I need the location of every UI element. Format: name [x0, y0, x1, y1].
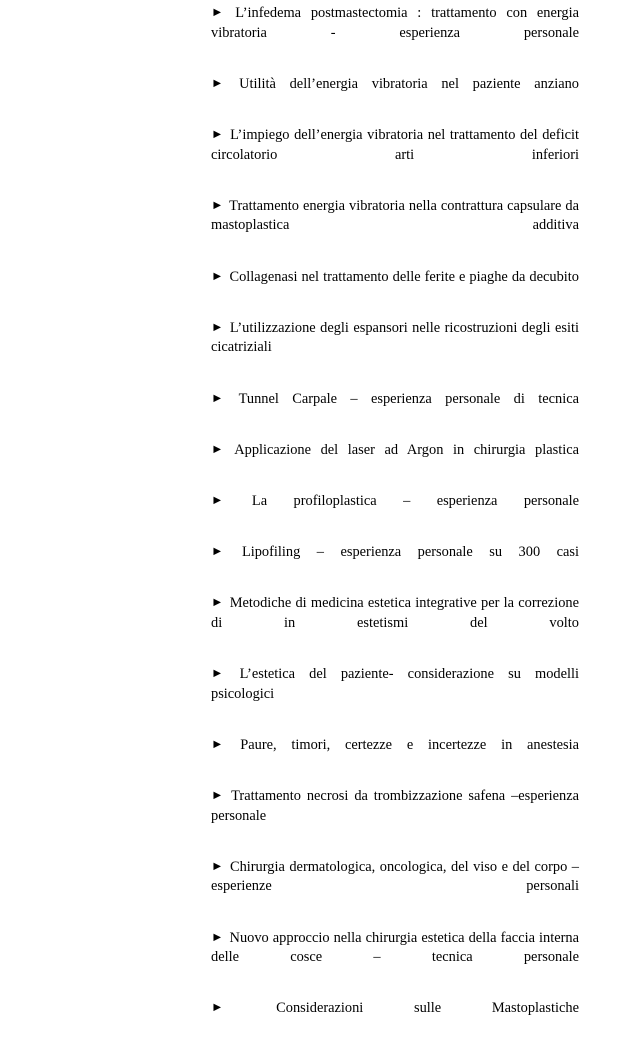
- list-item: [211, 736, 579, 775]
- list-item: [211, 665, 579, 724]
- right-pointing-triangle-bullet-icon: ►: [211, 5, 224, 19]
- right-pointing-triangle-bullet-icon: ►: [211, 197, 224, 212]
- right-pointing-triangle-bullet-icon: ►: [211, 390, 224, 405]
- right-pointing-triangle-bullet-icon: ►: [211, 75, 224, 90]
- right-pointing-triangle-bullet-icon: ►: [211, 492, 224, 507]
- list-item-text: Trattamento necrosi da trombizzazione safena –esperienza personale: [211, 788, 579, 824]
- list-item: [211, 268, 579, 307]
- list-item: [211, 999, 579, 1038]
- list-item-text: Trattamento energia vibratoria nella contrattura capsulare da mastoplastica additiva: [211, 197, 579, 234]
- list-item-text: Lipofiling – esperienza personale su 300 casi: [241, 544, 579, 561]
- right-pointing-triangle-bullet-icon: ►: [211, 441, 224, 456]
- right-pointing-triangle-bullet-icon: ►: [211, 268, 224, 283]
- right-pointing-triangle-bullet-icon: ►: [211, 788, 224, 802]
- list-item: [211, 929, 579, 988]
- right-pointing-triangle-bullet-icon: ►: [211, 858, 224, 873]
- right-pointing-triangle-bullet-icon: ►: [211, 666, 224, 681]
- list-item-text: Applicazione del laser ad Argon in chirurgia plastica: [234, 441, 579, 458]
- list-item: [211, 197, 579, 256]
- list-item-text: Utilità dell’energia vibratoria nel paziente anziano: [239, 75, 579, 92]
- list-item-text: Paure, timori, certezze e incertezze in anestesia: [240, 736, 579, 753]
- list-item-text: L’infedema postmastectomia : trattamento con energia vibratoria - esperienza personale: [211, 5, 579, 41]
- list-item: [211, 75, 579, 114]
- list-item-text: Chirurgia dermatologica, oncologica, del viso e del corpo – esperienze personali: [211, 858, 579, 895]
- list-item: [211, 858, 579, 917]
- list-item: [211, 441, 579, 480]
- list-item-text: Nuovo approccio nella chirurgia estetica della faccia interna delle cosce – tecnica personale: [211, 929, 579, 966]
- list-item-text: Tunnel Carpale – esperienza personale di tecnica: [238, 390, 579, 407]
- list-item: [211, 492, 579, 531]
- list-item-text: Collagenasi nel trattamento delle ferite e piaghe da decubito: [229, 268, 579, 285]
- right-pointing-triangle-bullet-icon: ►: [211, 1000, 224, 1015]
- right-pointing-triangle-bullet-icon: ►: [211, 929, 224, 944]
- list-item: [211, 126, 579, 185]
- list-item: [211, 390, 579, 429]
- list-item: [211, 594, 579, 653]
- list-item: [211, 4, 579, 63]
- list-item-text: Metodiche di medicina estetica integrative per la correzione di in estetismi del volto: [211, 595, 579, 631]
- right-pointing-triangle-bullet-icon: ►: [211, 126, 224, 141]
- list-item: [211, 319, 579, 378]
- right-pointing-triangle-bullet-icon: ►: [211, 544, 224, 559]
- list-item: [211, 787, 579, 846]
- right-pointing-triangle-bullet-icon: ►: [211, 736, 224, 751]
- list-item-text: L’impiego dell’energia vibratoria nel trattamento del deficit circolatorio arti inferiori: [211, 126, 579, 163]
- list-item-text: L’estetica del paziente- considerazione su modelli psicologici: [211, 666, 579, 702]
- publication-list: [211, 4, 579, 1039]
- list-item: [211, 543, 579, 582]
- list-item-text: La profiloplastica – esperienza personale: [251, 492, 579, 509]
- list-item-text: L’utilizzazione degli espansori nelle ricostruzioni degli esiti cicatriziali: [211, 319, 579, 356]
- right-pointing-triangle-bullet-icon: ►: [211, 595, 224, 610]
- list-item-text: Considerazioni sulle Mastoplastiche: [276, 1000, 579, 1017]
- right-pointing-triangle-bullet-icon: ►: [211, 319, 224, 334]
